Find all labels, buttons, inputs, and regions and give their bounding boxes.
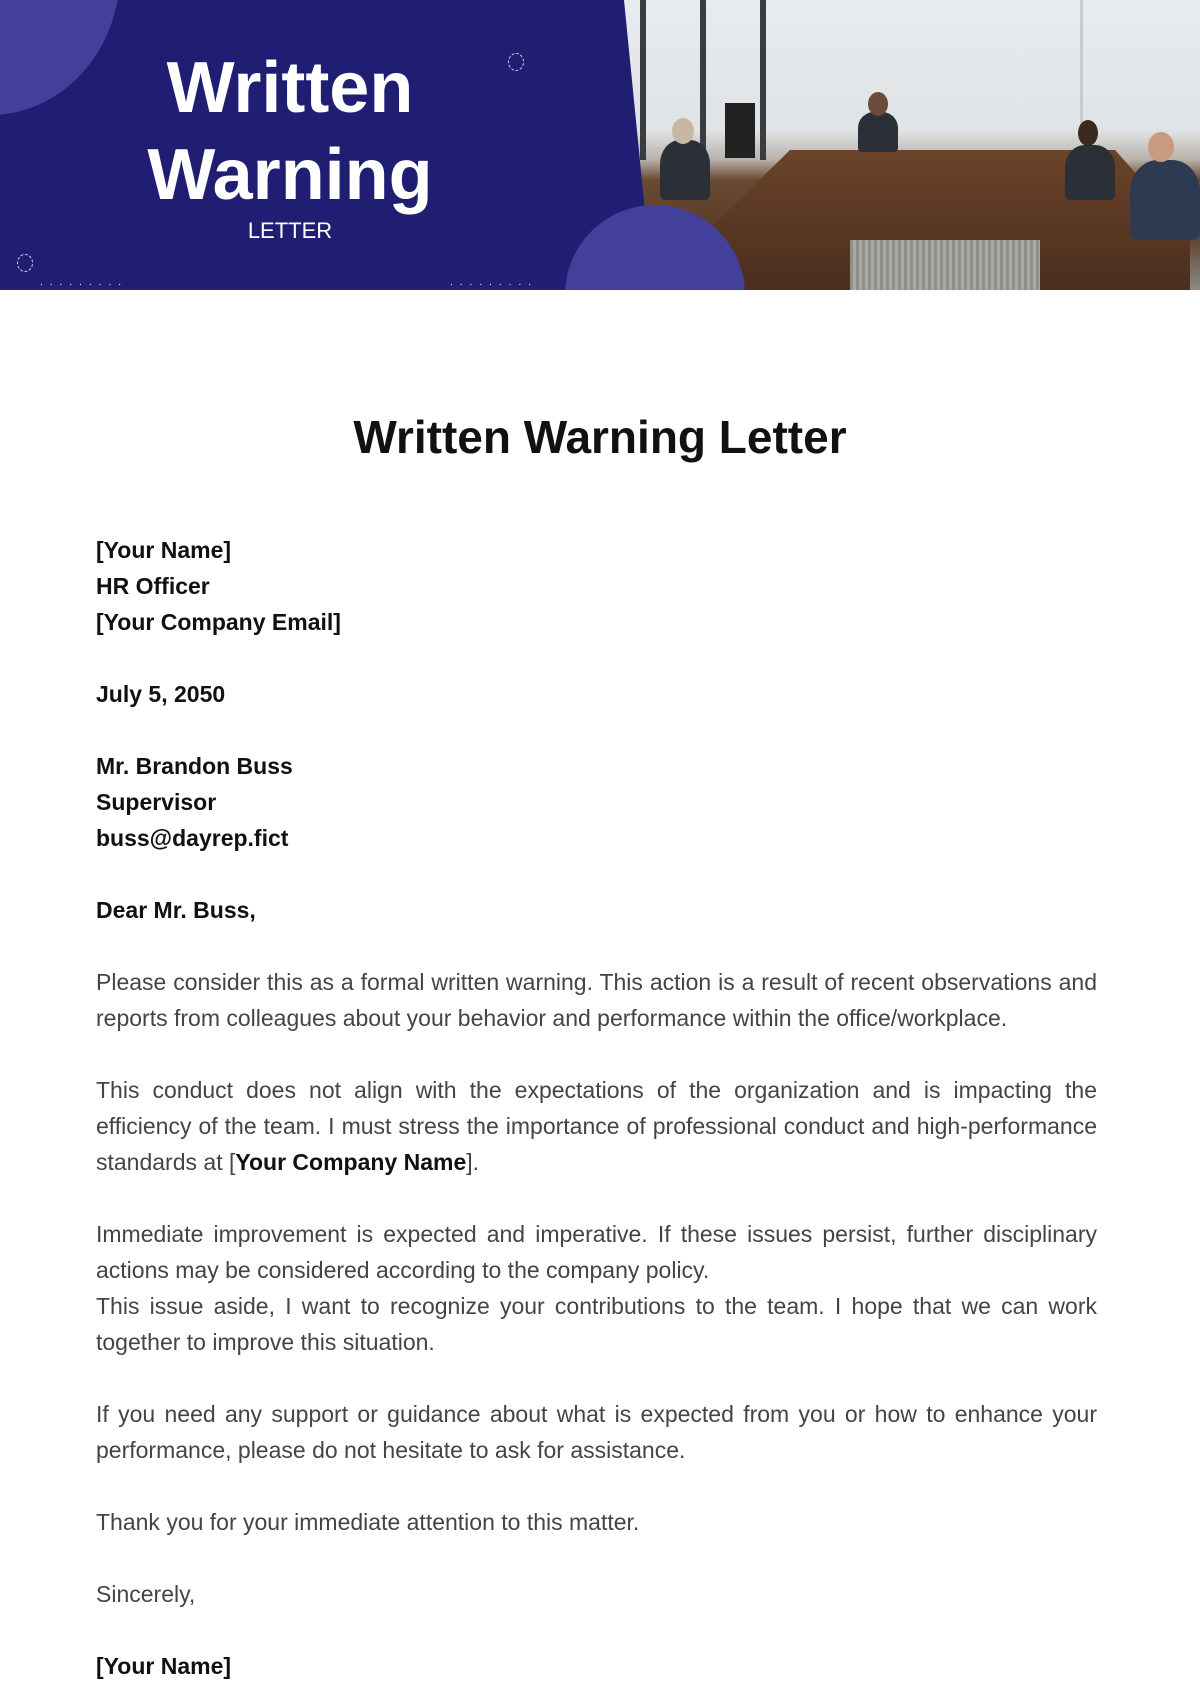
dots-decoration: ......... bbox=[40, 277, 129, 288]
letter-body bbox=[96, 532, 1097, 1684]
ring-icon bbox=[17, 254, 33, 272]
paragraph-3a: Immediate improvement is expected and imperative. If these issues persist, further disciplinary actions may be considered according to the company policy. bbox=[96, 1221, 1097, 1283]
paragraph-2 bbox=[96, 1072, 1097, 1180]
salutation: Dear Mr. Buss, bbox=[96, 897, 256, 923]
paragraph-1: Please consider this as a formal written warning. This action is a result of recent observations and reports from colleagues about your behavior and performance within the office/workplace. bbox=[96, 969, 1097, 1031]
banner-title-line2: Warning bbox=[147, 135, 433, 215]
paragraph-5: Thank you for your immediate attention to this matter. bbox=[96, 1509, 640, 1535]
header-banner bbox=[0, 0, 1200, 290]
sender-name: [Your Name] bbox=[96, 537, 232, 563]
signature-name: [Your Name] bbox=[96, 1653, 232, 1679]
dots-decoration: ......... bbox=[450, 277, 539, 288]
letter-date: July 5, 2050 bbox=[96, 681, 226, 707]
recipient-email: buss@dayrep.fict bbox=[96, 825, 289, 851]
banner-title-line1: Written bbox=[166, 48, 414, 128]
recipient-position: Supervisor bbox=[96, 789, 217, 815]
paragraph-2-text: This conduct does not align with the expectations of the organization and is impacting the efficiency of the team. I must stress the importance of professional conduct and high-performance standards at [ bbox=[96, 1077, 1097, 1175]
paragraph-2-end: ]. bbox=[466, 1149, 480, 1175]
paragraph-3b: This issue aside, I want to recognize your contributions to the team. I hope that we can work together to improve this situation. bbox=[96, 1293, 1097, 1355]
closing: Sincerely, bbox=[96, 1581, 196, 1607]
recipient-name: Mr. Brandon Buss bbox=[96, 753, 293, 779]
paragraph-4: If you need any support or guidance about what is expected from you or how to enhance your performance, please do not hesitate to ask for assistance. bbox=[96, 1401, 1097, 1463]
company-name-placeholder: Your Company Name bbox=[235, 1149, 467, 1175]
banner-subtitle: LETTER bbox=[247, 218, 333, 243]
sender-email: [Your Company Email] bbox=[96, 609, 341, 635]
recipient-block bbox=[96, 748, 1097, 856]
sender-position: HR Officer bbox=[96, 573, 210, 599]
document-title: Written Warning Letter bbox=[353, 411, 847, 463]
sender-block bbox=[96, 532, 1097, 640]
